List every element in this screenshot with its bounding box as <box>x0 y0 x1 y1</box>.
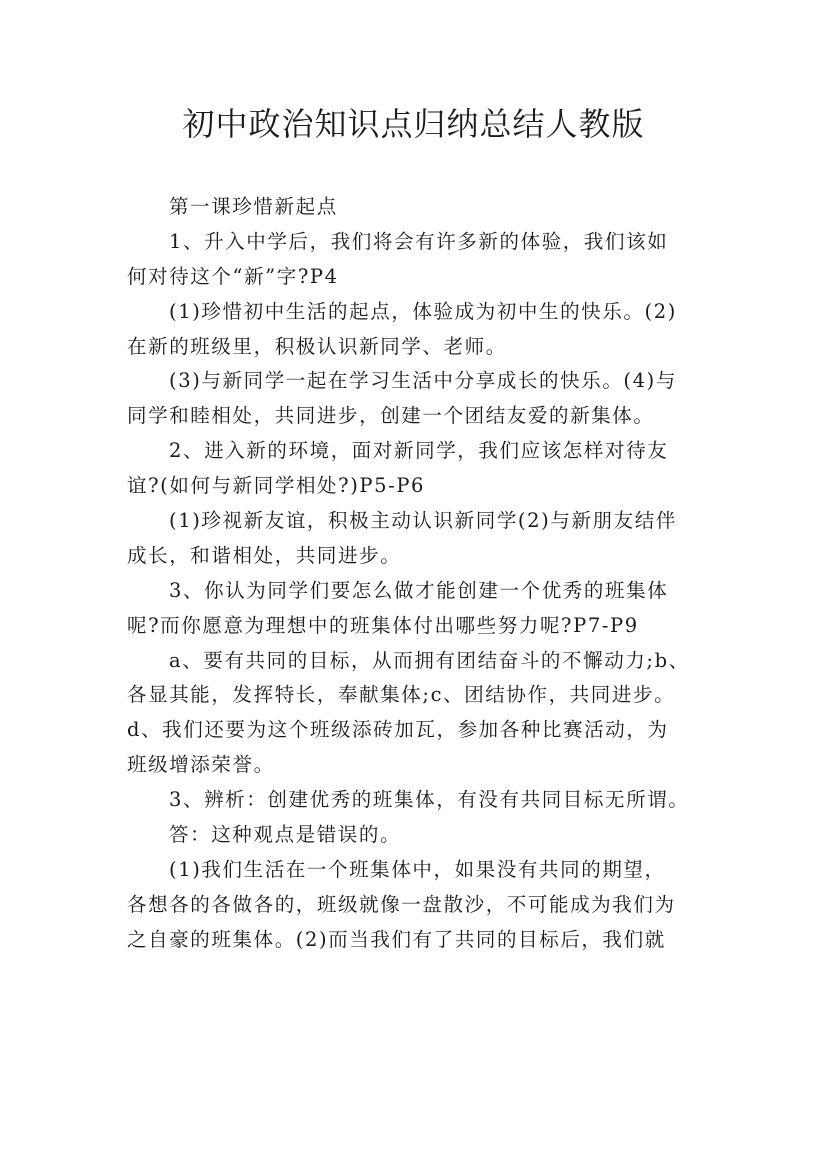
text-line: 3、你认为同学们要怎么做才能创建一个优秀的班集体 <box>169 578 669 602</box>
text-line: 之自豪的班集体。(2)而当我们有了共同的目标后，我们就 <box>127 927 666 951</box>
text-line: 同学和睦相处，共同进步，创建一个团结友爱的新集体。 <box>127 404 655 428</box>
text-line: 3、辨析：创建优秀的班集体，有没有共同目标无所谓。 <box>169 788 690 812</box>
text-line: 2、进入新的环境，面对新同学，我们应该怎样对待友 <box>169 439 669 463</box>
document-title: 初中政治知识点归纳总结人教版 <box>182 105 645 143</box>
text-line: 谊?(如何与新同学相处?)P5-P6 <box>127 474 426 498</box>
text-line: (3)与新同学一起在学习生活中分享成长的快乐。(4)与 <box>169 369 677 393</box>
text-line: 第一课珍惜新起点 <box>169 195 338 218</box>
text-line: 班级增添荣誉。 <box>127 753 275 777</box>
text-line: 各想各的各做各的，班级就像一盘散沙，不可能成为我们为 <box>127 892 676 916</box>
text-line: 成长，和谐相处，共同进步。 <box>127 543 402 567</box>
text-line: 各显其能，发挥特长，奉献集体;c、团结协作，共同进步。 <box>127 683 676 707</box>
text-line: 答：这种观点是错误的。 <box>169 823 402 847</box>
text-line: a、要有共同的目标，从而拥有团结奋斗的不懈动力;b、 <box>169 648 690 672</box>
text-line: (1)珍视新友谊，积极主动认识新同学(2)与新朋友结伴 <box>169 509 677 533</box>
text-line: 何对待这个“新”字?P4 <box>127 264 339 288</box>
text-line: d、我们还要为这个班级添砖加瓦，参加各种比赛活动，为 <box>127 718 669 742</box>
text-line: (1)珍惜初中生活的起点，体验成为初中生的快乐。(2) <box>169 299 677 323</box>
text-line: 呢?而你愿意为理想中的班集体付出哪些努力呢?P7-P9 <box>127 613 639 637</box>
text-line: (1)我们生活在一个班集体中，如果没有共同的期望， <box>169 857 666 881</box>
text-line: 在新的班级里，积极认识新同学、老师。 <box>127 334 507 358</box>
document-body <box>127 190 707 958</box>
text-line: 1、升入中学后，我们将会有许多新的体验，我们该如 <box>169 229 669 253</box>
